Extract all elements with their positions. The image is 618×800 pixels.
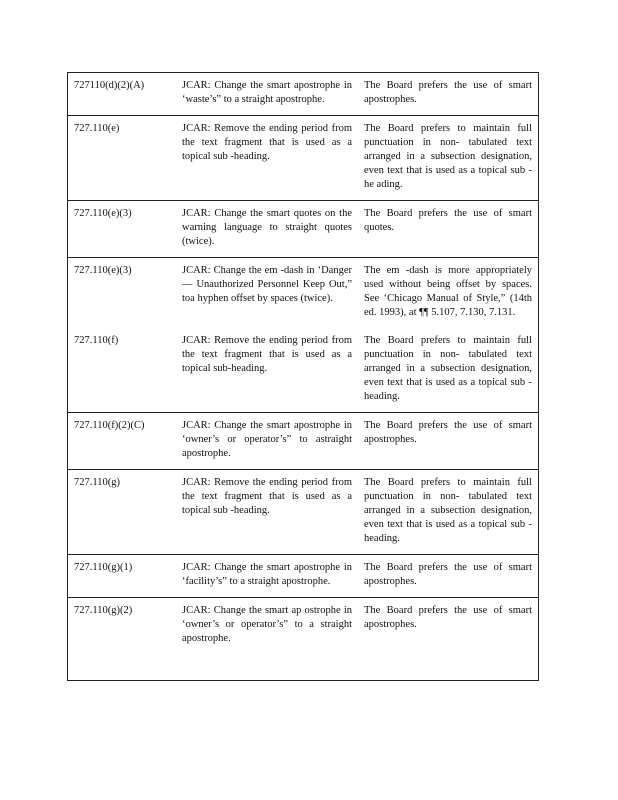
section-cell: 727110(d)(2)(A) xyxy=(68,73,177,116)
response-cell: The Board prefers to maintain full punctuation in non- tabulated text arranged in a subsection designation, even text that is used as a topical sub -heading. xyxy=(358,328,539,413)
section-cell: 727.110(g) xyxy=(68,470,177,555)
table-row xyxy=(68,258,539,329)
change-cell: JCAR: Remove the ending period from the text fragment that is used as a topical sub -heading. xyxy=(176,470,358,555)
section-cell: 727.110(f) xyxy=(68,328,177,413)
section-cell: 727.110(g)(1) xyxy=(68,555,177,598)
section-cell: 727.110(g)(2) xyxy=(68,598,177,681)
change-cell: JCAR: Change the smart apostrophe in ‘waste’s” to a straight apostrophe. xyxy=(176,73,358,116)
change-cell: JCAR: Remove the ending period from the text fragment that is used as a topical sub-heading. xyxy=(176,328,358,413)
response-cell: The Board prefers the use of smart apostrophes. xyxy=(358,413,539,470)
table-row xyxy=(68,413,539,470)
section-cell: 727.110(e)(3) xyxy=(68,258,177,329)
change-cell: JCAR: Change the smart apostrophe in ‘owner’s or operator’s” to astraight apostrophe. xyxy=(176,413,358,470)
section-cell: 727.110(e) xyxy=(68,116,177,201)
jcar-changes-table xyxy=(67,72,539,681)
table-row xyxy=(68,73,539,116)
table-row xyxy=(68,328,539,413)
table-row xyxy=(68,555,539,598)
response-cell: The Board prefers to maintain full punctuation in non- tabulated text arranged in a subsection designation, even text that is used as a topical sub -heading. xyxy=(358,470,539,555)
section-cell: 727.110(e)(3) xyxy=(68,201,177,258)
table-row xyxy=(68,598,539,681)
response-cell: The Board prefers the use of smart quotes. xyxy=(358,201,539,258)
change-cell: JCAR: Change the em -dash in ‘Danger — Unauthorized Personnel Keep Out,” toa hyphen offset by spaces (twice). xyxy=(176,258,358,329)
section-cell: 727.110(f)(2)(C) xyxy=(68,413,177,470)
change-cell: JCAR: Change the smart ap ostrophe in ‘owner’s or operator’s” to a straight apostrophe. xyxy=(176,598,358,681)
response-cell: The Board prefers the use of smart apostrophes. xyxy=(358,555,539,598)
response-cell: The em -dash is more appropriately used without being offset by spaces. See ‘Chicago Manual of Style,” (14th ed. 1993), at ¶¶ 5.107, 7.130, 7.131. xyxy=(358,258,539,329)
response-cell: The Board prefers the use of smart apostrophes. xyxy=(358,598,539,681)
table-row xyxy=(68,201,539,258)
response-cell: The Board prefers the use of smart apostrophes. xyxy=(358,73,539,116)
table-row xyxy=(68,116,539,201)
change-cell: JCAR: Remove the ending period from the text fragment that is used as a topical sub -heading. xyxy=(176,116,358,201)
table-row xyxy=(68,470,539,555)
change-cell: JCAR: Change the smart quotes on the warning language to straight quotes (twice). xyxy=(176,201,358,258)
response-cell: The Board prefers to maintain full punctuation in non- tabulated text arranged in a subsection designation, even text that is used as a topical sub -he ading. xyxy=(358,116,539,201)
change-cell: JCAR: Change the smart apostrophe in ‘facility’s” to a straight apostrophe. xyxy=(176,555,358,598)
